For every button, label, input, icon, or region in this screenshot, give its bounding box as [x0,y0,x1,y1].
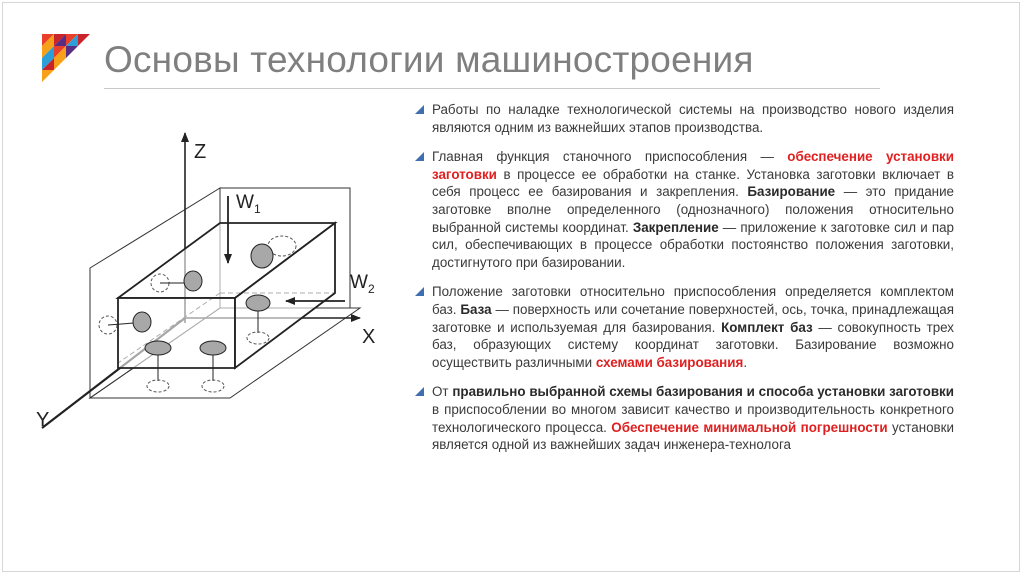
basing-scheme-diagram [30,128,400,448]
bullet-text: — совокупность трех баз, образующих систему координат заготовки. Базирование возможно осуществить различными [432,319,954,370]
highlight-term: обеспечение установки заготовки [432,149,954,182]
bullet-text: . [743,354,748,370]
bullet-text: — поверхность или сочетание поверхностей, ось, точка, принадлежащая заготовке и используемая для базирования. [432,301,954,335]
bullet-triangle-icon [415,287,424,296]
bullet-item [410,148,954,271]
base-point-left-1 [184,271,202,291]
defined-term: Базирование [747,184,836,200]
base-point-bottom-1 [145,341,171,355]
bullet-triangle-icon [415,152,424,161]
bullet-text: От [432,384,453,400]
bullet-text: в приспособлении во многом зависит качество и производительность конкретного технологического процесса. [432,401,954,435]
w2-label: $W_2$ [350,272,375,296]
bullet-text: — приложение к заготовке сил и пар сил, обеспечивающих в процессе обработки постоянство положения заготовки, достигнутого при базировании. [432,219,954,270]
z-axis-label: Z [194,141,207,163]
base-point-bottom-2 [200,341,226,355]
highlight-term: схемами базирования [595,354,744,370]
y-axis-label: Y [36,409,50,431]
defined-term: Закрепление [632,219,719,235]
bullet-text: Работы по наладке технологической системы на производство нового изделия являются одним из важнейших этапов производства. [432,102,954,135]
base-point-side [246,295,270,311]
slide-title: Основы технологии машиностроения [104,39,754,80]
highlight-term: Обеспечение минимальной погрешности [611,419,888,435]
defined-term: Комплект баз [721,319,813,335]
title-divider [104,88,880,89]
bullet-text: в процессе ее обработки на станке. Установка заготовки включает в себя процесс ее базирования и закрепления. [432,166,954,200]
bullet-item [410,101,954,136]
w1-label: $W_1$ [236,192,261,216]
bullet-triangle-icon [415,387,424,396]
x-axis-label: X [362,326,376,348]
bullet-text: Положение заготовки относительно приспособления определяется комплектом баз. [432,284,954,317]
bullet-text: установки является одной из важнейших задач инженера-технолога [432,419,954,453]
logo-icon [40,32,92,84]
content-list [410,101,954,466]
bullet-item [410,283,954,371]
bullet-item [410,383,954,453]
bullet-text: Главная функция станочного приспособления — [432,149,788,165]
bullet-triangle-icon [415,105,424,114]
defined-term: правильно выбранной схемы базирования и способа установки заготовки [452,384,954,400]
base-point-top [251,244,273,268]
base-point-left-2 [133,312,151,332]
defined-term: База [460,301,492,317]
bullet-text: — это придание заготовке вполне определенного (однозначного) положения относительно выбранной системы координат. [432,184,954,235]
